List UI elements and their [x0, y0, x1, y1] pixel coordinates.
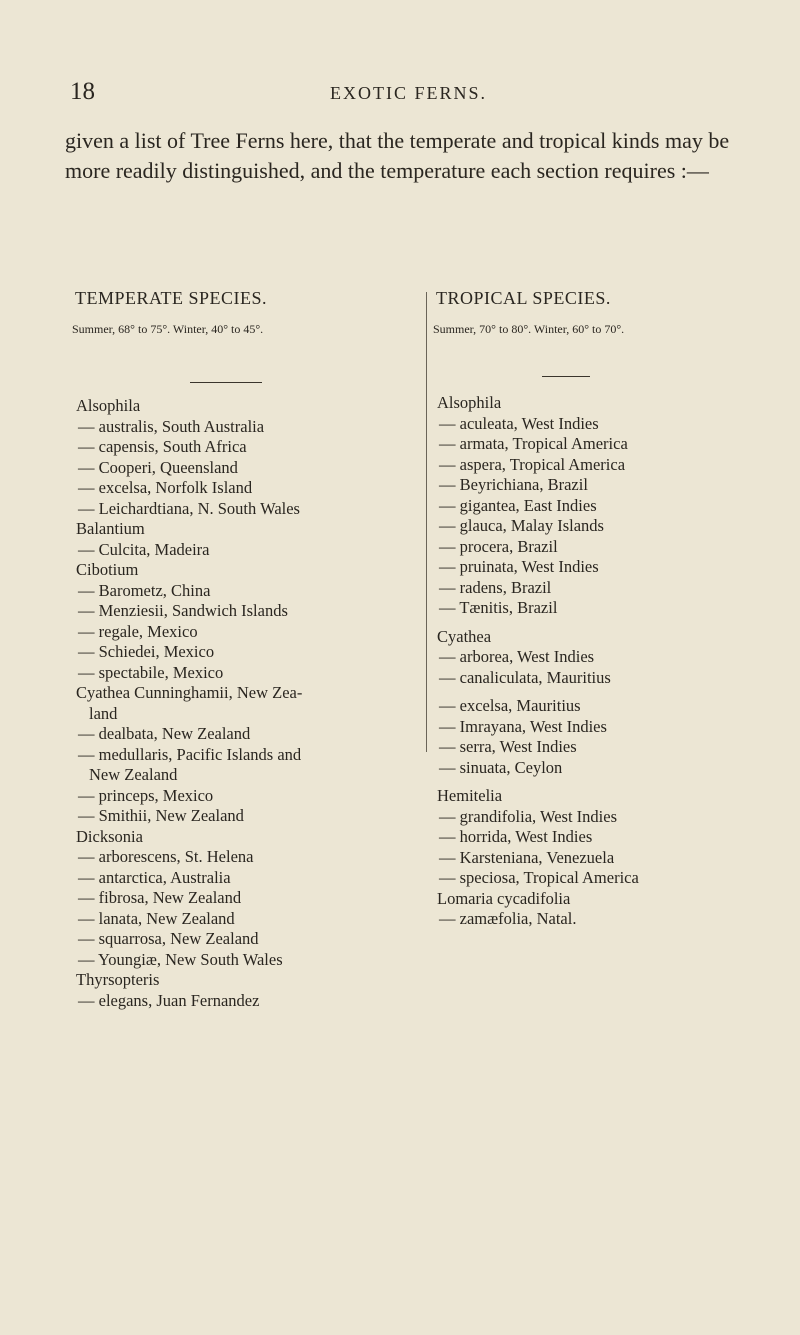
species-entry: — procera, Brazil [439, 536, 558, 556]
species-entry: — Karsteniana, Venezuela [439, 847, 615, 867]
species-entry: — Barometz, China [78, 580, 211, 600]
tropical-temperatures: Summer, 70° to 80°. Winter, 60° to 70°. [433, 322, 625, 336]
species-entry: — lanata, New Zealand [78, 908, 235, 928]
species-entry: — gigantea, East Indies [439, 495, 597, 515]
column-divider [426, 292, 427, 752]
tropical-heading: TROPICAL SPECIES. [436, 288, 611, 308]
species-entry: — excelsa, Norfolk Island [78, 478, 253, 497]
temperate-temperatures: Summer, 68° to 75°. Winter, 40° to 45°. [72, 322, 264, 336]
species-entry: — regale, Mexico [78, 621, 198, 641]
species-entry: — capensis, South Africa [78, 437, 247, 456]
tropical-divider [542, 376, 590, 377]
species-entry: — Imrayana, West Indies [439, 716, 607, 736]
genus-name: Alsophila [76, 396, 141, 415]
species-entry: — radens, Brazil [439, 577, 552, 597]
species-entry: land [89, 703, 118, 723]
genus-name: Hemitelia [437, 786, 503, 805]
tropical-species-list [437, 393, 639, 930]
species-entry: — Cooperi, Queensland [78, 457, 238, 477]
genus-name: Cibotium [76, 560, 139, 579]
species-entry: — Schiedei, Mexico [78, 642, 215, 661]
species-entry: — spectabile, Mexico [78, 662, 224, 682]
species-entry: — horrida, West Indies [439, 827, 593, 846]
temperate-species-list [76, 396, 302, 1011]
genus-name: Alsophila [437, 393, 502, 412]
species-entry: — arborea, West Indies [439, 647, 595, 666]
species-entry: — Smithii, New Zealand [78, 806, 244, 825]
species-entry: — princeps, Mexico [78, 785, 214, 805]
species-entry: — Youngiæ, New South Wales [78, 949, 283, 969]
species-entry: — medullaris, Pacific Islands and [78, 744, 302, 764]
species-entry: — dealbata, New Zealand [78, 724, 251, 743]
running-title: EXOTIC FERNS. [330, 83, 488, 103]
species-entry: — glauca, Malay Islands [439, 516, 604, 535]
genus-name: Lomaria cycadifolia [437, 888, 571, 908]
species-entry: — elegans, Juan Fernandez [78, 990, 260, 1010]
species-entry: New Zealand [89, 765, 178, 784]
species-entry: — serra, West Indies [439, 737, 577, 756]
species-entry: — speciosa, Tropical America [439, 868, 639, 887]
genus-name: Thyrsopteris [76, 970, 160, 989]
intro-paragraph: given a list of Tree Ferns here, that the temperate and tropical kinds may be more readily distinguished, and the temperature each section requires :— [65, 128, 730, 183]
species-entry: — Leichardtiana, N. South Wales [78, 498, 300, 518]
species-entry: — aculeata, West Indies [439, 413, 599, 433]
temperate-divider [190, 382, 262, 383]
species-entry: — arborescens, St. Helena [78, 847, 254, 866]
species-entry: — squarrosa, New Zealand [78, 929, 259, 948]
genus-name: Cyathea Cunninghamii, New Zea- [76, 683, 303, 702]
genus-name: Balantium [76, 519, 145, 538]
species-entry: — excelsa, Mauritius [439, 696, 581, 715]
genus-name: Dicksonia [76, 826, 143, 846]
species-entry: — Menziesii, Sandwich Islands [78, 601, 288, 620]
genus-name: Cyathea [437, 626, 492, 646]
species-entry: — pruinata, West Indies [439, 557, 599, 576]
species-entry: — armata, Tropical America [439, 434, 628, 453]
species-entry: — australis, South Australia [78, 416, 265, 436]
species-entry: — Beyrichiana, Brazil [439, 475, 588, 494]
page-number: 18 [70, 78, 95, 105]
species-entry: — fibrosa, New Zealand [78, 888, 242, 907]
temperate-heading: TEMPERATE SPECIES. [75, 288, 268, 308]
species-entry: — zamæfolia, Natal. [439, 909, 577, 928]
species-entry: — Culcita, Madeira [78, 539, 210, 559]
species-entry: — antarctica, Australia [78, 867, 231, 887]
species-entry: — canaliculata, Mauritius [439, 667, 611, 687]
species-entry: — grandifolia, West Indies [439, 806, 617, 826]
species-entry: — sinuata, Ceylon [439, 757, 563, 777]
species-entry: — aspera, Tropical America [439, 454, 626, 474]
species-entry: — Tænitis, Brazil [439, 598, 558, 617]
